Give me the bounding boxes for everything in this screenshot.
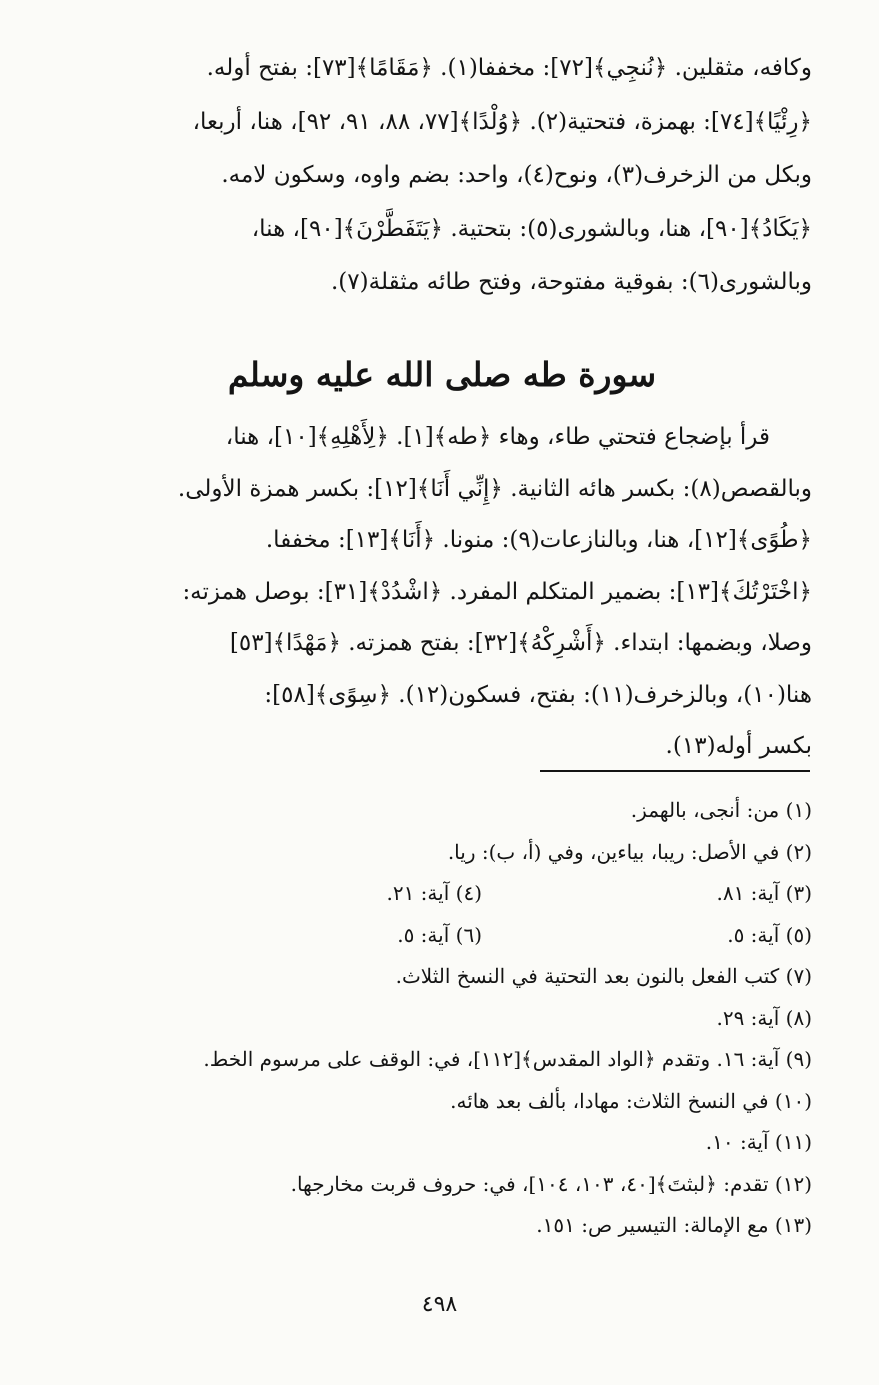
footnote-1: (١) من: أنجى، بالهمز.: [630, 798, 812, 822]
section-title: سورة طه صلى الله عليه وسلم: [227, 355, 657, 394]
footnote-11: (١١) آية: ١٠.: [705, 1130, 812, 1154]
text-line: بكسر أوله(١٣).: [665, 733, 812, 759]
main-text-surah: [72, 412, 812, 773]
text-line: وكافه، مثقلين. ﴿نُنجِي﴾[٧٢]: مخففا(١). ﴿مَقَامًا﴾[٧٣]: بفتح أوله.: [206, 55, 812, 81]
footnote-12: (١٢) تقدم: ﴿لبثتَ﴾[٤٠، ١٠٣، ١٠٤]، في: حروف قربت مخارجها.: [290, 1171, 812, 1196]
text-line: وبكل من الزخرف(٣)، ونوح(٤)، واحد: بضم واوه، وسكون لامه.: [221, 162, 812, 188]
footnote-8: (٨) آية: ٢٩.: [716, 1005, 812, 1030]
text-line: وصلا، وبضمها: ابتداء. ﴿أَشْرِكْهُ﴾[٣٢]: بفتح همزته. ﴿مَهْدًا﴾[٥٣]: [229, 630, 812, 656]
text-line: وبالشورى(٦): بفوقية مفتوحة، وفتح طائه مثقلة(٧).: [331, 269, 812, 295]
footnote-13: (١٣) مع الإمالة: التيسير ص: ١٥١.: [536, 1213, 812, 1237]
page-number: ٤٩٨: [421, 1292, 458, 1317]
footnote-5: (٥) آية: ٥.: [727, 922, 812, 947]
footnote-row-3-4: [72, 873, 812, 915]
footnote-10: (١٠) في النسخ الثلاث: مهادا، بألف بعد هائه.: [450, 1088, 812, 1113]
footnote-2: (٢) في الأصل: ريبا، بياءين، وفي (أ، ب): ريا.: [447, 839, 812, 864]
footnote-row-5-6: [72, 915, 812, 957]
text-line: هنا(١٠)، وبالزخرف(١١): بفتح، فسكون(١٢). ﴿سِوًى﴾[٥٨]:: [264, 681, 812, 708]
text-line: وبالقصص(٨): بكسر هائه الثانية. ﴿إِنِّي أَنَا﴾[١٢]: بكسر همزة الأولى.: [177, 475, 812, 502]
text-line: ﴿اخْتَرْتُكَ﴾[١٣]: بضمير المتكلم المفرد. ﴿اشْدُدْ﴾[٣١]: بوصل همزته:: [182, 578, 812, 605]
footnote-7: (٧) كتب الفعل بالنون بعد التحتية في النسخ الثلاث.: [395, 964, 812, 988]
footnote-separator: [540, 770, 810, 772]
main-text-top: [72, 42, 812, 310]
text-line: قرأ بإضجاع فتحتي طاء، وهاء ﴿طه﴾[١]. ﴿لِأَهْلِهِ﴾[١٠]، هنا،: [225, 424, 770, 450]
footnote-3: (٣) آية: ٨١.: [716, 881, 812, 905]
text-line: ﴿رِئْيًا﴾[٧٤]: بهمزة، فتحتية(٢). ﴿وُلْدًا﴾[٧٧، ٨٨، ٩١، ٩٢]، هنا، أربعا،: [192, 108, 812, 135]
text-line: ﴿يَكَادُ﴾[٩٠]، هنا، وبالشورى(٥): بتحتية. ﴿يَتَفَطَّرْنَ﴾[٩٠]، هنا،: [251, 215, 812, 242]
footnote-4: (٤) آية: ٢١.: [386, 881, 482, 905]
text-line: ﴿طُوًى﴾[١٢]، هنا، وبالنازعات(٩): منونا. ﴿أَنَا﴾[١٣]: مخففا.: [265, 527, 812, 553]
footnote-6: (٦) آية: ٥.: [397, 922, 482, 947]
footnote-9: (٩) آية: ١٦. وتقدم ﴿الواد المقدس﴾[١١٢]، في: الوقف على مرسوم الخط.: [203, 1047, 812, 1071]
footnotes: [72, 790, 812, 1247]
